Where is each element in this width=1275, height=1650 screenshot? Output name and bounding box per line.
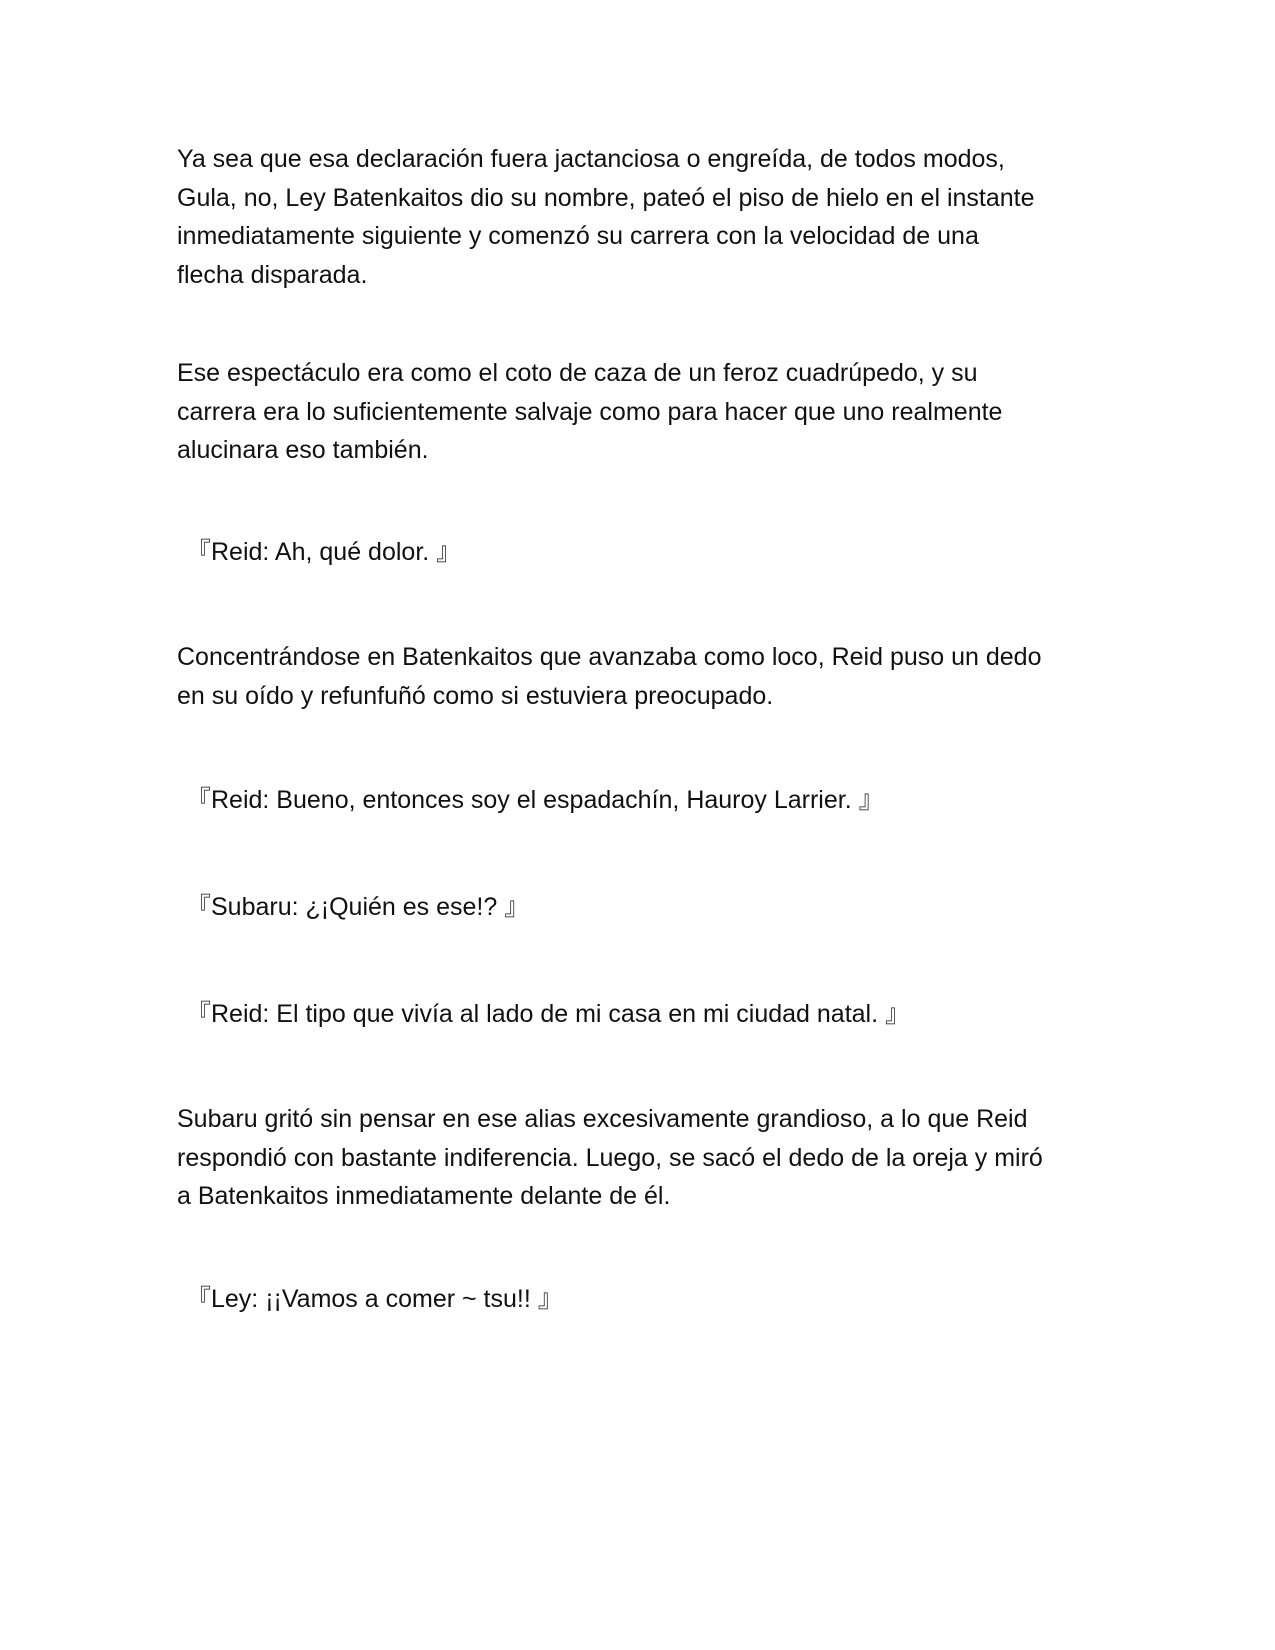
dialogue-line-4: 『Reid: El tipo que vivía al lado de mi casa en mi ciudad natal. 』 (186, 1000, 910, 1028)
dialogue-line-5: 『Ley: ¡¡Vamos a comer ~ tsu!! 』 (186, 1285, 563, 1313)
dialogue-line-2: 『Reid: Bueno, entonces soy el espadachín, Hauroy Larrier. 』 (186, 786, 884, 814)
paragraph-2: Ese espectáculo era como el coto de caza de un feroz cuadrúpedo, y su carrera era lo suficientemente salvaje como para hacer que uno realmente alucinara eso también. (177, 359, 1003, 464)
paragraph-3: Concentrándose en Batenkaitos que avanzaba como loco, Reid puso un dedo en su oído y refunfuñó como si estuviera preocupado. (177, 643, 1042, 710)
dialogue-line-3: 『Subaru: ¿¡Quién es ese!? 』 (186, 893, 530, 921)
dialogue-line-1: 『Reid: Ah, qué dolor. 』 (186, 538, 462, 566)
paragraph-4: Subaru gritó sin pensar en ese alias excesivamente grandioso, a lo que Reid respondió con bastante indiferencia. Luego, se sacó el dedo de la oreja y miró a Batenkaitos inmediatamente delante de él. (177, 1105, 1043, 1210)
paragraph-1: Ya sea que esa declaración fuera jactanciosa o engreída, de todos modos, Gula, no, Ley Batenkaitos dio su nombre, pateó el piso de hielo en el instante inmediatamente siguiente y comenzó su carrera con la velocidad de una flecha disparada. (177, 145, 1035, 289)
